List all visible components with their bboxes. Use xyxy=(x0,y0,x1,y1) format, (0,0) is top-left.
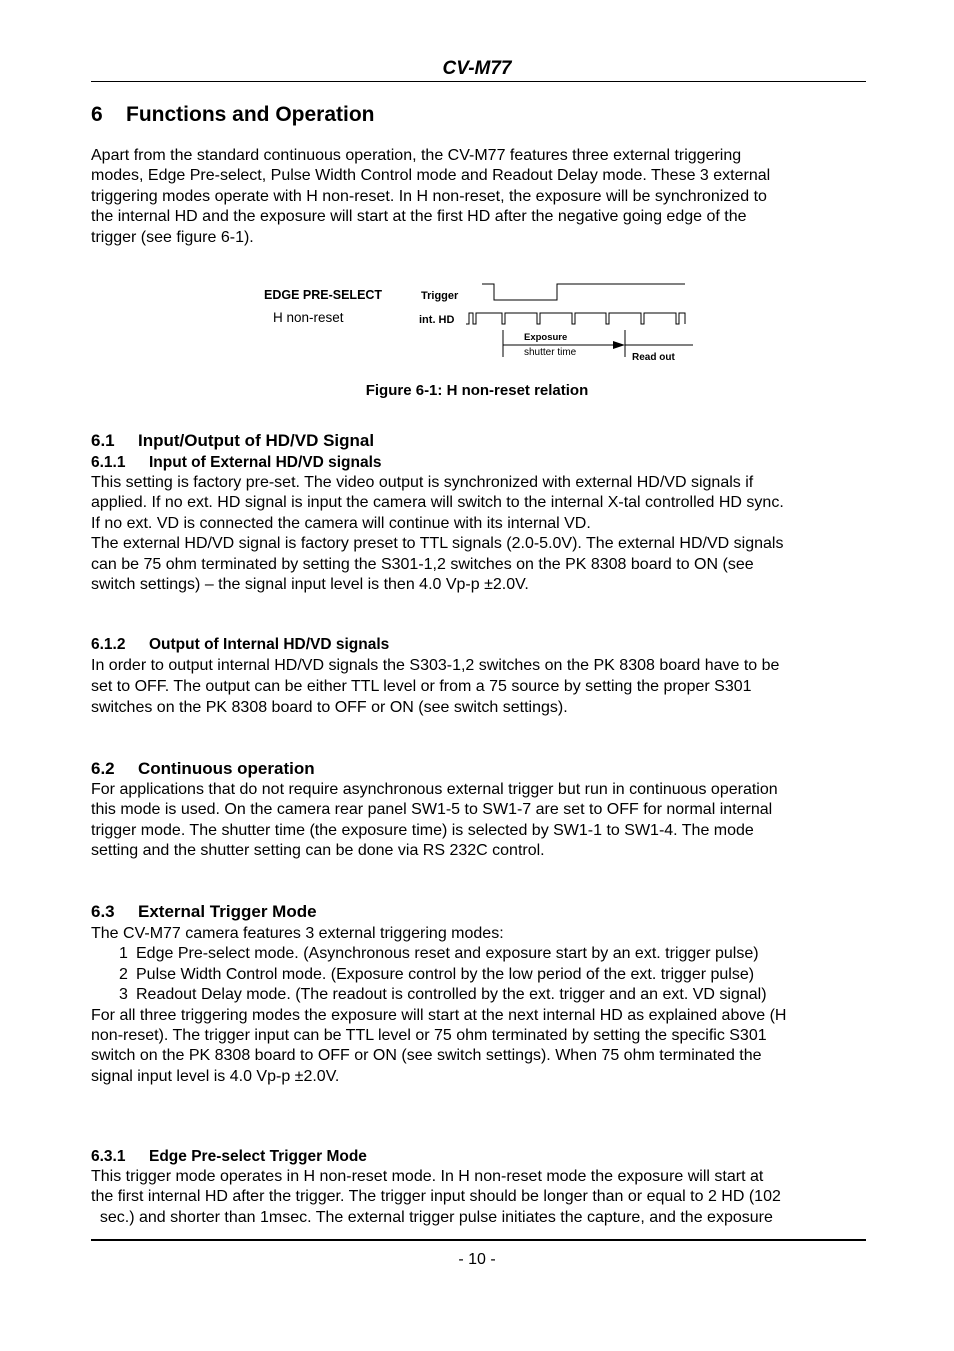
section-6-1-heading xyxy=(91,431,374,451)
section-6-3-1-paragraph xyxy=(91,1167,781,1228)
section-6-1-1-heading xyxy=(91,454,382,472)
section-number: 6.2 xyxy=(91,759,115,778)
section-title: External Trigger Mode xyxy=(138,902,317,921)
paragraph-line: If no ext. VD is connected the camera will continue with its internal VD. xyxy=(91,514,591,532)
paragraph-line: This trigger mode operates in H non-reset mode. In H non-reset mode the exposure will start at xyxy=(91,1168,764,1185)
paragraph-line: trigger mode. The shutter time (the exposure time) is selected by SW1-1 to SW1-4. The mode xyxy=(91,821,754,839)
section-6-3-1-heading xyxy=(91,1148,367,1166)
paragraph-line: switch settings) – the signal input level is then 4.0 Vp-p ±2.0V. xyxy=(91,576,529,594)
header-rule xyxy=(91,81,866,82)
section-number: 6.3 xyxy=(91,902,115,921)
page-number: - 10 - xyxy=(458,1251,496,1268)
section-title: Edge Pre-select Trigger Mode xyxy=(149,1148,367,1165)
paragraph-line: setting and the shutter setting can be done via RS 232C control. xyxy=(91,842,545,860)
shutter-time-label: shutter time xyxy=(524,347,577,358)
list-item xyxy=(91,944,786,964)
section-number: 6.1 xyxy=(91,431,115,450)
section-title: Functions and Operation xyxy=(126,103,375,126)
paragraph-line: For all three triggering modes the exposure will start at the next internal HD as explained above (H xyxy=(91,1006,787,1024)
paragraph-line: modes, Edge Pre-select, Pulse Width Control mode and Readout Delay mode. These 3 external xyxy=(91,167,771,185)
intro-paragraph xyxy=(91,146,770,248)
section-6-3-paragraph xyxy=(91,924,786,1087)
exposure-label: Exposure xyxy=(524,332,568,343)
section-heading xyxy=(91,103,375,127)
list-item-number: 1 xyxy=(119,945,128,963)
paragraph-line: this mode is used. On the camera rear panel SW1-5 to SW1-7 are set to OFF for normal internal xyxy=(91,801,773,819)
figure-sub-label: H non-reset xyxy=(273,310,344,325)
readout-label: Read out xyxy=(632,352,675,363)
paragraph-line: the first internal HD after the trigger. The trigger input should be longer than or equal to 2 HD (102 xyxy=(91,1188,781,1206)
section-6-1-2-heading xyxy=(91,636,389,654)
list-item xyxy=(91,985,786,1005)
section-6-1-2-paragraph xyxy=(91,655,779,718)
paragraph-line: sec.) and shorter than 1msec. The external trigger pulse initiates the capture, and the exposure xyxy=(91,1208,773,1226)
paragraph-line: switches on the PK 8308 board to OFF or ON (see switch settings). xyxy=(91,699,568,716)
paragraph-line: triggering modes operate with H non-reset. In H non-reset, the exposure will be synchronized to xyxy=(91,187,767,205)
section-number: 6.1.1 xyxy=(91,454,126,471)
paragraph-line: signal input level is 4.0 Vp-p ±2.0V. xyxy=(91,1067,340,1085)
paragraph-line: In order to output internal HD/VD signals the S303-1,2 switches on the PK 8308 board have to be xyxy=(91,657,780,674)
section-number: 6.3.1 xyxy=(91,1148,126,1165)
paragraph-line: set to OFF. The output can be either TTL level or from a 75 source by setting the proper S301 xyxy=(91,678,752,695)
timing-diagram xyxy=(0,270,954,370)
paragraph-line: trigger (see figure 6-1). xyxy=(91,228,254,246)
paragraph-line: For applications that do not require asynchronous external trigger but run in continuous operation xyxy=(91,781,778,798)
paragraph-line: The external HD/VD signal is factory preset to TTL signals (2.0-5.0V). The external HD/VD signals xyxy=(91,535,784,553)
list-item-text: Pulse Width Control mode. (Exposure control by the low period of the ext. trigger pulse) xyxy=(136,965,755,983)
list-item-text: Edge Pre-select mode. (Asynchronous reset and exposure start by an ext. trigger pulse) xyxy=(136,945,759,963)
section-number: 6.1.2 xyxy=(91,636,126,653)
section-6-2-paragraph xyxy=(91,780,778,862)
figure-mode-label: EDGE PRE-SELECT xyxy=(264,288,383,302)
exposure-arrowhead xyxy=(613,341,625,349)
hd-signal-label: int. HD xyxy=(419,314,455,326)
figure-caption: Figure 6-1: H non-reset relation xyxy=(365,382,589,399)
section-title: Input of External HD/VD signals xyxy=(149,454,382,471)
paragraph-line: The CV-M77 camera features 3 external triggering modes: xyxy=(91,925,504,942)
section-title: Input/Output of HD/VD Signal xyxy=(138,431,375,450)
list-item-text: Readout Delay mode. (The readout is controlled by the ext. trigger and an ext. VD signal) xyxy=(136,986,767,1004)
trigger-signal-label: Trigger xyxy=(421,290,459,302)
section-6-1-1-paragraph xyxy=(91,473,784,595)
section-title: Continuous operation xyxy=(138,759,315,778)
section-6-2-heading xyxy=(91,759,315,779)
section-title: Output of Internal HD/VD signals xyxy=(149,636,390,653)
paragraph-line: the internal HD and the exposure will start at the first HD after the negative going edge of the xyxy=(91,208,747,226)
trigger-waveform xyxy=(482,284,685,300)
list-item-number: 3 xyxy=(119,986,128,1004)
paragraph-line: can be 75 ohm terminated by setting the S301-1,2 switches on the PK 8308 board to ON (see xyxy=(91,555,754,573)
footer-rule xyxy=(91,1239,866,1241)
list-item-number: 2 xyxy=(119,965,128,983)
hd-waveform xyxy=(466,313,685,324)
paragraph-line: applied. If no ext. HD signal is input the camera will switch to the internal X-tal controlled HD sync. xyxy=(91,494,784,512)
paragraph-line: This setting is factory pre-set. The video output is synchronized with external HD/VD signals if xyxy=(91,474,754,491)
section-number: 6 xyxy=(91,103,103,126)
paragraph-line: Apart from the standard continuous operation, the CV-M77 features three external triggering xyxy=(91,147,742,164)
paragraph-line: switch on the PK 8308 board to OFF or ON (see switch settings). When 75 ohm terminated the xyxy=(91,1047,762,1065)
document-header-title: CV-M77 xyxy=(442,58,512,79)
section-6-3-heading xyxy=(91,902,317,922)
paragraph-line: non-reset). The trigger input can be TTL level or 75 ohm terminated by setting the specific S301 xyxy=(91,1027,767,1045)
list-item xyxy=(91,965,786,985)
